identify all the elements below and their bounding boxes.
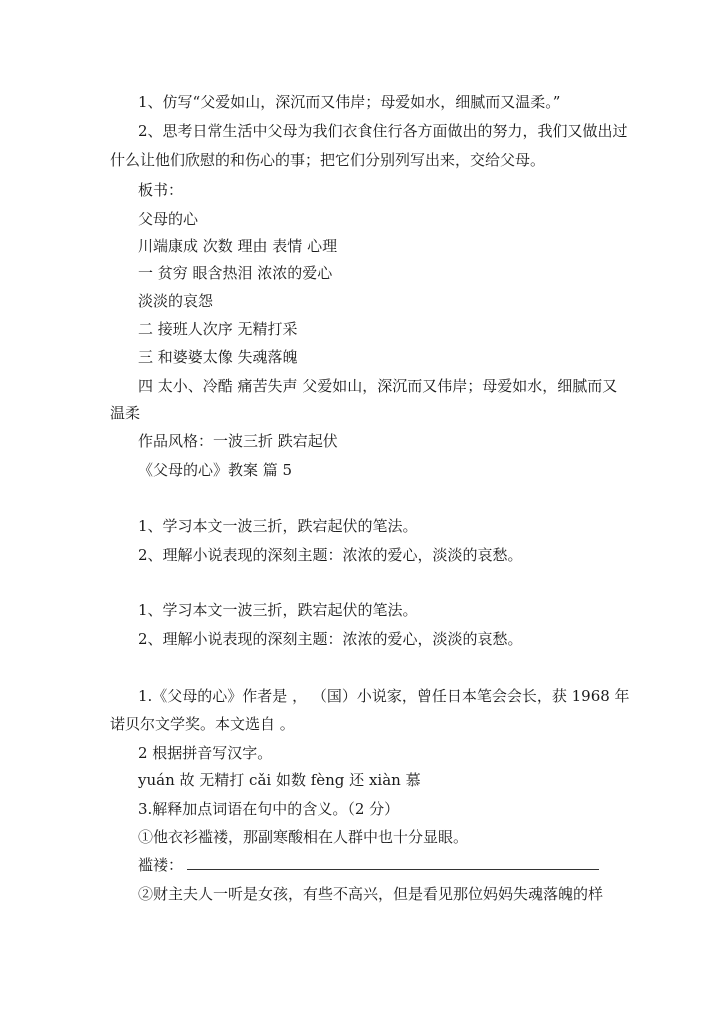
section-title: 《父母的心》教案 篇 5 [138, 461, 293, 479]
board-row-4-cont: 温柔 [110, 404, 141, 422]
board-title: 父母的心 [138, 210, 199, 228]
pinyin-line: yuán 故 无精打 cǎi 如数 fèng 还 xiàn 慕 [138, 771, 421, 789]
goal-line-1-repeat: 1、学习本文一波三折，跌宕起伏的笔法。 [138, 601, 418, 619]
question-2: 2 根据拼音写汉字。 [138, 744, 273, 762]
board-row-1-cont: 淡淡的哀怨 [138, 292, 214, 310]
question-3-sentence-2: ②财主夫人一听是女孩，有些不高兴，但是看见那位妈妈失魂落魄的样 [138, 885, 604, 903]
goal-line-2: 2、理解小说表现的深刻主题：浓浓的爱心，淡淡的哀愁。 [138, 546, 523, 564]
exercise-line-2-cont: 什么让他们欣慰的和伤心的事；把它们分别列写出来，交给父母。 [110, 151, 546, 169]
goal-line-1: 1、学习本文一波三折，跌宕起伏的笔法。 [138, 517, 418, 535]
board-row-3: 三 和婆婆太像 失魂落魄 [138, 348, 298, 366]
question-3-sentence-1: ①他衣衫褴褛，那副寒酸相在人群中也十分显眼。 [138, 828, 469, 846]
exercise-line-2: 2、思考日常生活中父母为我们衣食住行各方面做出的努力，我们又做出过 [138, 122, 628, 140]
board-heading: 板书： [138, 181, 184, 199]
board-columns: 川端康成 次数 理由 表情 心理 [138, 237, 338, 255]
answer-blank [187, 855, 599, 870]
work-style: 作品风格：一波三折 跌宕起伏 [138, 432, 338, 450]
question-1-cont: 诺贝尔文学奖。本文选自 。 [110, 715, 295, 733]
question-1: 1.《父母的心》作者是 ， （国）小说家，曾任日本笔会会长，获 1968 年 [138, 687, 630, 705]
answer-label: 褴褛： [138, 856, 184, 874]
goal-line-2-repeat: 2、理解小说表现的深刻主题：浓浓的爱心，淡淡的哀愁。 [138, 630, 523, 648]
question-3: 3.解释加点词语在句中的含义。（2 分） [138, 800, 400, 818]
exercise-line-1: 1、仿写“父爱如山，深沉而又伟岸；母爱如水，细腻而又温柔。” [138, 93, 561, 111]
board-row-1: 一 贫穷 眼含热泪 浓浓的爱心 [138, 264, 333, 282]
board-row-2: 二 接班人次序 无精打采 [138, 320, 298, 338]
answer-line-lanlv [138, 855, 599, 875]
board-row-4: 四 太小、冷酷 痛苦失声 父爱如山，深沉而又伟岸；母爱如水，细腻而又 [138, 377, 618, 395]
